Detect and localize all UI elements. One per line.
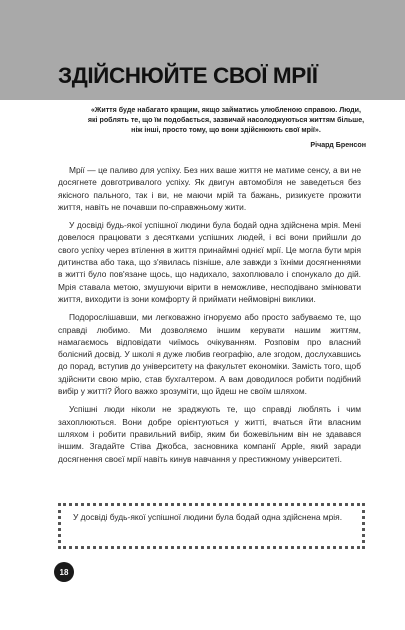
callout-text: У досвіді будь-якої успішної людини була бодай одна здійснена мрія. xyxy=(73,512,343,522)
highlight-callout-box xyxy=(58,503,365,549)
body-paragraph: Подорослішавши, ми легковажно ігноруємо або просто забуваємо те, що справді любимо. Ми дозволяємо іншим керувати нашим життям, намагаємось відповідати чиїмось очікуванням. Розповім про власний болісний досвід. У школі я дуже любив географію, але згодом, дослухавшись до порад, вступив до університету на факультет економіки. Замість того, щоб здійснити свою мрію, став бухгалтером. А вам доводилося робити подібний вибір у житті? Його важко зрозуміти, що йдеш не своїм шляхом. xyxy=(58,312,361,397)
epigraph-quote: «Життя буде набагато кращим, якщо займатись улюбленою справою. Люди, які роблять те, що їм подобається, зазвичай насолоджуються життям більше, ніж інші, просто тому, що вони здійснюють свої мрії». xyxy=(87,106,365,135)
body-paragraph: Мрії — це паливо для успіху. Без них ваше життя не матиме сенсу, а ви не досягнете довготривалого успіху. Як двигун автомобіля не заведеться без якісного пального, так і ви, не маючи мрій та бажань, ризикуєте прожити життя, навіть не почавши по-справжньому жити. xyxy=(58,165,361,212)
epigraph xyxy=(86,105,366,150)
chapter-title: ЗДІЙСНЮЙТЕ СВОЇ МРІЇ xyxy=(58,63,318,88)
page-number: 18 xyxy=(59,567,69,577)
chapter-header-band xyxy=(0,0,405,100)
body-paragraph: У досвіді будь-якої успішної людини була бодай одна здійснена мрія. Мені довелося працювати з десятками успішних людей, і всі вони прийшли до свого успіху через втілення в життя принаймні однієї мрії. Це могла бути мрія дитинства або така, що з'явилась пізніше, але завжди з їхніми досягненнями в житті було пов'язане щось, що надихало, захоплювало і спонукало до дій. Мрія ставала метою, змушуючи вірити в неможливе, несподівано змінювати життя, виходити із зони комфорту й приймати неймовірні виклики. xyxy=(58,220,361,304)
body-text xyxy=(58,164,361,471)
epigraph-author: Річард Бренсон xyxy=(310,140,366,149)
body-paragraph: Успішні люди ніколи не зраджують те, що справді люблять і чим захоплюються. Вони добре орієнтуються у житті, вчаться йти власним шляхом і робити правильний вибір, яким би божевільним він не здавався іншим. Згадайте Стіва Джобса, засновника компанії Apple, який заради досягнення своєї мрії навіть кинув навчання у престижному університеті. xyxy=(58,404,361,464)
page-number-badge xyxy=(54,562,74,582)
